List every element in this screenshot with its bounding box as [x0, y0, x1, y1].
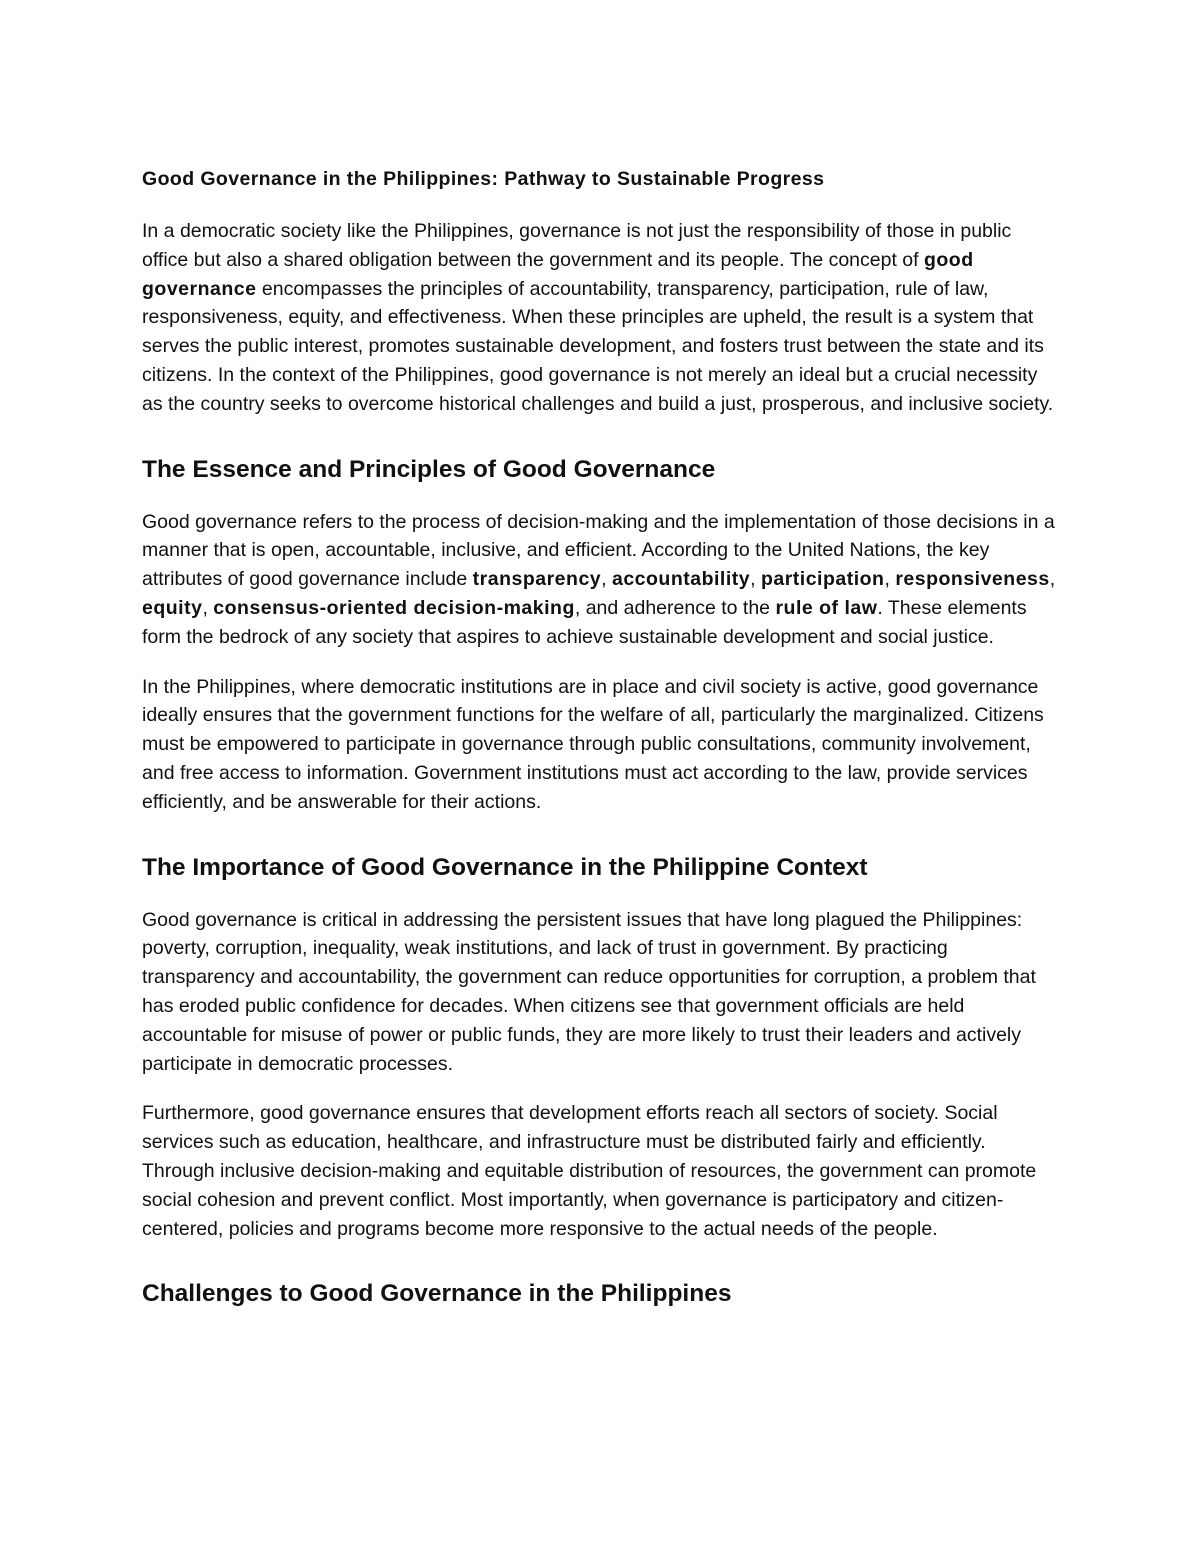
intro-paragraph [142, 217, 1062, 419]
intro-text-2: encompasses the principles of accountability, transparency, participation, rule of law, responsiveness, equity, and effectiveness. When these principles are upheld, the result is a system that serves the public interest, promotes sustainable development, and fosters trust between the state and its citizens. In the context of the Philippines, good governance is not merely an ideal but a crucial necessity as the country seeks to overcome historical challenges and build a just, prosperous, and inclusive society. [142, 277, 1054, 415]
essence-text: Good governance refers to the process of decision-making and the implementation of those decisions in a manner that is open, accountable, inclusive, and efficient. According to the United Nations, the key attributes of good governance include [142, 510, 1055, 591]
term-rule-of-law: rule of law [775, 596, 878, 619]
document-page [142, 165, 1062, 1332]
section-heading-essence: The Essence and Principles of Good Governance [142, 455, 716, 483]
term-participation: participation [760, 568, 885, 591]
intro-bold-good-governance: good governance [142, 248, 974, 300]
essence-paragraph-2: In the Philippines, where democratic institutions are in place and civil society is active, good governance ideally ensures that the government functions for the welfare of all, particularly the marginalized. Citizens must be empowered to participate in governance through public consultations, community involvement, and free access to information. Government institutions must act according to the law, provide services efficiently, and be answerable for their actions. [142, 675, 1044, 813]
separator: , [884, 568, 896, 591]
separator: , [202, 596, 214, 619]
essence-text: , and adherence to the [574, 596, 776, 619]
essence-paragraph-1 [142, 508, 1062, 652]
intro-text-1: In a democratic society like the Philippines, governance is not just the responsibility of those in public office but also a shared obligation between the government and its people. The concept of [142, 220, 1012, 271]
term-consensus-oriented: consensus-oriented decision-making [213, 596, 575, 619]
separator: , [750, 568, 761, 591]
document-title: Good Governance in the Philippines: Pathway to Sustainable Progress [142, 168, 825, 190]
section-heading-challenges: Challenges to Good Governance in the Philippines [142, 1280, 732, 1308]
importance-paragraph-2: Furthermore, good governance ensures that development efforts reach all sectors of society. Social services such as education, healthcare, and infrastructure must be distributed fairly and efficiently. Through inclusive decision-making and equitable distribution of resources, the government can promote social cohesion and prevent conflict. Most importantly, when governance is participatory and citizen-centered, policies and programs become more responsive to the actual needs of the people. [142, 1102, 1037, 1240]
term-equity: equity [142, 596, 203, 619]
term-accountability: accountability [611, 568, 751, 591]
separator: , [601, 568, 612, 591]
section-heading-importance: The Importance of Good Governance in the Philippine Context [142, 853, 868, 881]
term-responsiveness: responsiveness [895, 568, 1050, 591]
term-transparency: transparency [472, 568, 602, 591]
essence-text: . These elements form the bedrock of any society that aspires to achieve sustainable development and social justice. [142, 596, 1027, 648]
separator: , [1049, 568, 1056, 591]
importance-paragraph-1: Good governance is critical in addressing the persistent issues that have long plagued the Philippines: poverty, corruption, inequality, weak institutions, and lack of trust in government. By practicing transparency and accountability, the government can reduce opportunities for corruption, a problem that has eroded public confidence for decades. When citizens see that government officials are held accountable for misuse of power or public funds, they are more likely to trust their leaders and actively participate in democratic processes. [142, 908, 1036, 1075]
